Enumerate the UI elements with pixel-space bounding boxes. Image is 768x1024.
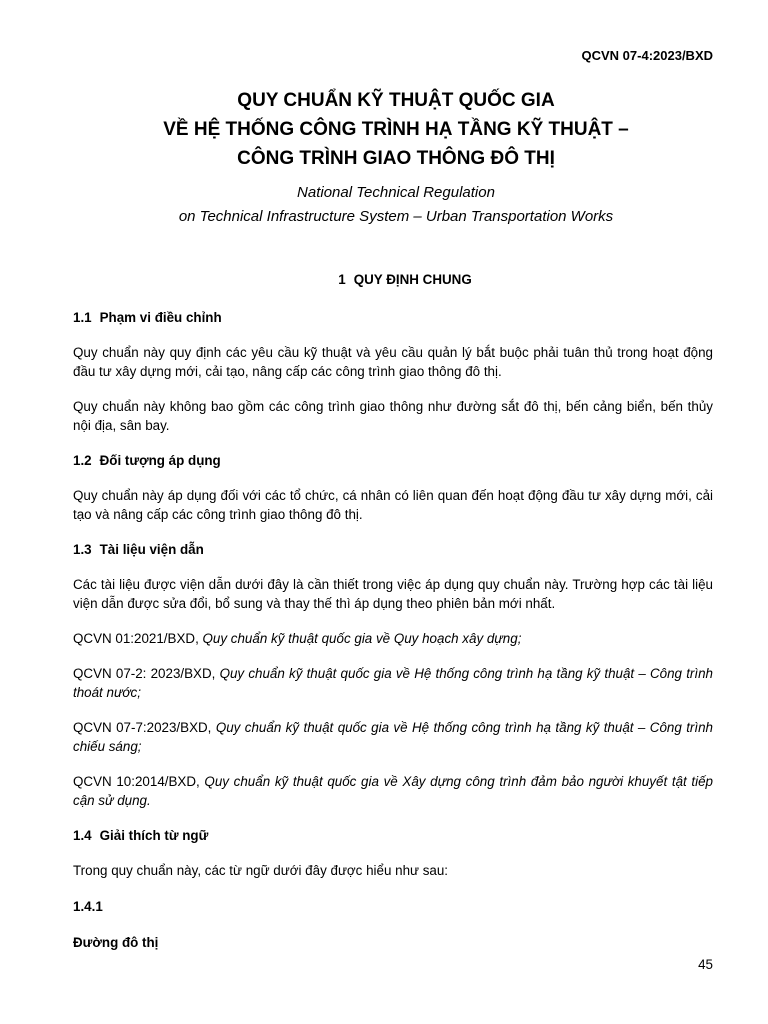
document-body [73, 270, 713, 952]
heading-1-2 [73, 451, 713, 470]
title-block [0, 86, 768, 229]
heading-1-4 [73, 826, 713, 845]
heading-number: 1.4 [73, 828, 92, 843]
reference-item [73, 718, 713, 756]
reference-item [73, 772, 713, 810]
heading-1-3 [73, 540, 713, 559]
paragraph: Quy chuẩn này áp dụng đối với các tổ chức, cá nhân có liên quan đến hoạt động đầu tư xây dựng mới, cải tạo và nâng cấp các công trình giao thông đô thị. [73, 488, 713, 522]
heading-text: Đối tượng áp dụng [99, 453, 221, 468]
heading-text: Tài liệu viện dẫn [99, 542, 204, 557]
paragraph: Các tài liệu được viện dẫn dưới đây là cần thiết trong việc áp dụng quy chuẩn này. Trường hợp các tài liệu viện dẫn được sửa đổi, bổ sung và thay thế thì áp dụng theo phiên bản mới nhất. [73, 577, 713, 611]
english-subtitle [0, 181, 768, 229]
reference-item [73, 664, 713, 702]
reference-title: Quy chuẩn kỹ thuật quốc gia về Hệ thống công trình hạ tầng kỹ thuật – Công trình chiếu sáng; [73, 720, 713, 754]
heading-text: Giải thích từ ngữ [99, 828, 209, 843]
paragraph: Quy chuẩn này không bao gồm các công trình giao thông như đường sắt đô thị, bến cảng biển, bến thủy nội địa, sân bay. [73, 399, 713, 433]
reference-title: Quy chuẩn kỹ thuật quốc gia về Quy hoạch xây dựng; [202, 631, 522, 646]
title-line-3: CÔNG TRÌNH GIAO THÔNG ĐÔ THỊ [237, 148, 555, 169]
reference-code: QCVN 10:2014/BXD, [73, 774, 205, 789]
page-number: 45 [698, 957, 713, 972]
reference-item [73, 629, 713, 648]
section-title [97, 270, 713, 289]
paragraph: Trong quy chuẩn này, các từ ngữ dưới đây được hiểu như sau: [73, 863, 449, 878]
heading-text: Phạm vi điều chỉnh [99, 310, 222, 325]
reference-code: QCVN 01:2021/BXD, [73, 631, 203, 646]
subtitle-line-1: National Technical Regulation [297, 184, 495, 201]
heading-1-1 [73, 308, 713, 327]
document-code: QCVN 07-4:2023/BXD [581, 48, 713, 63]
term-heading: Đường đô thị [73, 935, 159, 950]
heading-number: 1.1 [73, 310, 92, 325]
heading-number: 1.2 [73, 453, 92, 468]
heading-number: 1.3 [73, 542, 92, 557]
paragraph: Quy chuẩn này quy định các yêu cầu kỹ thuật và yêu cầu quản lý bắt buộc phải tuân thủ trong hoạt động đầu tư xây dựng mới, cải tạo, nâng cấp các công trình giao thông đô thị. [73, 345, 713, 379]
reference-code: QCVN 07-2: 2023/BXD, [73, 666, 220, 681]
subheading-number: 1.4.1 [73, 899, 103, 914]
title-line-1: QUY CHUẨN KỸ THUẬT QUỐC GIA [237, 90, 555, 111]
reference-code: QCVN 07-7:2023/BXD, [73, 720, 216, 735]
reference-title: Quy chuẩn kỹ thuật quốc gia về Hệ thống công trình hạ tầng kỹ thuật – Công trình thoát nước; [73, 666, 713, 700]
title-line-2: VỀ HỆ THỐNG CÔNG TRÌNH HẠ TẦNG KỸ THUẬT – [163, 119, 629, 140]
reference-title: Quy chuẩn kỹ thuật quốc gia về Xây dựng công trình đảm bảo người khuyết tật tiếp cận sử dụng. [73, 774, 713, 808]
section-title-text: QUY ĐỊNH CHUNG [353, 272, 472, 287]
subtitle-line-2: on Technical Infrastructure System – Urban Transportation Works [178, 208, 614, 225]
section-number: 1 [338, 272, 346, 287]
